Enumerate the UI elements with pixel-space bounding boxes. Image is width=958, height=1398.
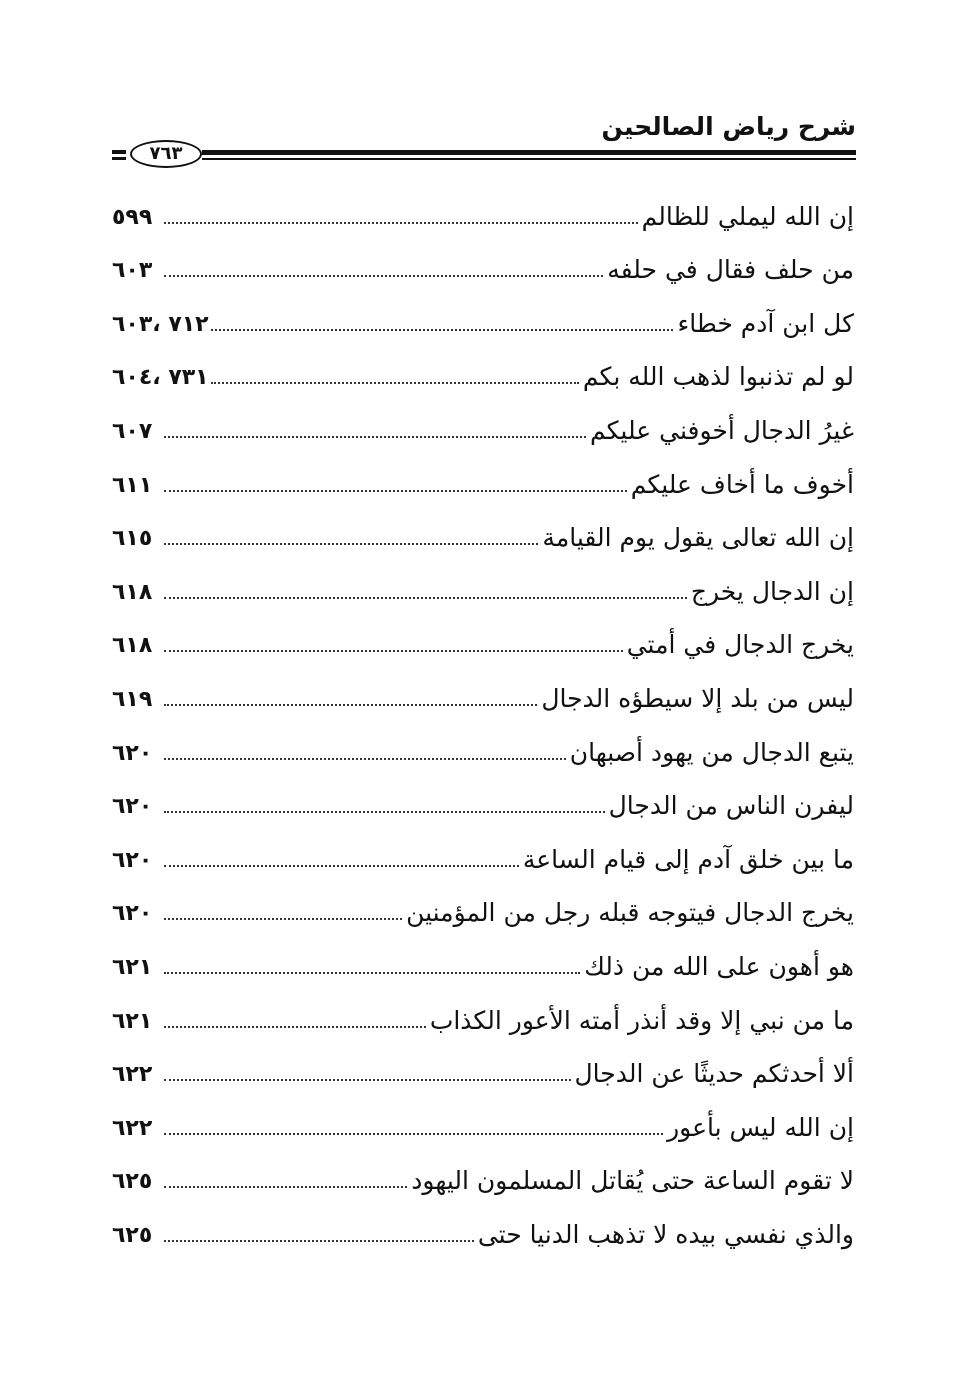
entry-pages: ٦٢٢ [112, 1062, 153, 1088]
entry-pages: ٦٢١ [112, 1008, 153, 1034]
index-entry [112, 773, 854, 827]
dot-leader [164, 490, 627, 492]
entry-pages: ٦١٩ [112, 686, 153, 712]
entry-pages: ٦٢٥ [112, 1222, 153, 1248]
entry-pages: ٦٠٧ [112, 418, 153, 444]
dot-leader [164, 543, 538, 545]
entry-text: كل ابن آدم خطاء [677, 308, 854, 338]
index-entry [112, 397, 854, 451]
index-entry [112, 290, 854, 344]
index-entry [112, 987, 854, 1041]
dot-leader [211, 329, 674, 331]
entry-text: ليفرن الناس من الدجال [608, 791, 854, 821]
index-entry [112, 665, 854, 719]
entry-text: يتبع الدجال من يهود أصبهان [569, 737, 854, 767]
dot-leader [164, 1240, 474, 1242]
entry-text: لا تقوم الساعة حتى يُقاتل المسلمون اليهود [411, 1166, 854, 1196]
index-entry [112, 1148, 854, 1202]
entry-pages: ٦٢٠ [112, 740, 153, 766]
header-rule-stub [112, 157, 126, 160]
dot-leader [164, 650, 623, 652]
entry-text: يخرج الدجال فيتوجه قبله رجل من المؤمنين [406, 898, 854, 928]
entry-text: والذي نفسي بيده لا تذهب الدنيا حتى [477, 1219, 854, 1249]
index-entry [112, 183, 854, 237]
dot-leader [164, 436, 586, 438]
entry-pages: ٦١٥ [112, 526, 153, 552]
entry-text: يخرج الدجال في أمتي [626, 630, 854, 660]
page-number: ٧٦٣ [130, 140, 202, 168]
dot-leader [164, 275, 603, 277]
index-entry [112, 719, 854, 773]
header-rule-thick [202, 150, 856, 155]
entry-text: ليس من بلد إلا سيطؤه الدجال [541, 683, 854, 713]
entry-pages: ٦٢٠ [112, 847, 153, 873]
page-header [112, 108, 856, 168]
index-entry [112, 826, 854, 880]
book-title: شرح رياض الصالحين [601, 112, 856, 141]
entry-text: من حلف فقال في حلفه [607, 255, 854, 285]
entry-pages: ٥٩٩ [112, 204, 153, 230]
entry-text: إن الله ليس بأعور [667, 1112, 854, 1142]
entry-pages: ٦١٨ [112, 633, 153, 659]
hadith-index-list [112, 183, 854, 1255]
index-entry [112, 1201, 854, 1255]
dot-leader [164, 1186, 407, 1188]
entry-text: لو لم تذنبوا لذهب الله بكم [582, 362, 854, 392]
entry-pages: ٧١٢ ،٦٠٣ [112, 311, 209, 337]
header-rule-thin [202, 158, 856, 160]
entry-pages: ٦١١ [112, 472, 153, 498]
dot-leader [164, 1079, 571, 1081]
index-entry [112, 933, 854, 987]
entry-pages: ٦٢٢ [112, 1115, 153, 1141]
dot-leader [164, 704, 537, 706]
dot-leader [164, 222, 638, 224]
entry-pages: ٧٣١ ،٦٠٤ [112, 365, 209, 391]
entry-text: أخوف ما أخاف عليكم [630, 469, 854, 499]
index-entry [112, 880, 854, 934]
index-entry [112, 558, 854, 612]
entry-text: غيرُ الدجال أخوفني عليكم [589, 415, 854, 445]
entry-text: إن الدجال يخرج [690, 576, 854, 606]
dot-leader [164, 972, 580, 974]
entry-text: هو أهون على الله من ذلك [584, 951, 854, 981]
dot-leader [211, 382, 579, 384]
dot-leader [164, 1133, 663, 1135]
dot-leader [164, 758, 566, 760]
entry-pages: ٦٢٥ [112, 1169, 153, 1195]
index-entry [112, 237, 854, 291]
entry-pages: ٦١٨ [112, 579, 153, 605]
dot-leader [164, 865, 519, 867]
index-entry [112, 344, 854, 398]
entry-text: ما بين خلق آدم إلى قيام الساعة [522, 844, 854, 874]
entry-pages: ٦٢٠ [112, 794, 153, 820]
index-entry [112, 1094, 854, 1148]
entry-pages: ٦٢١ [112, 954, 153, 980]
entry-text: إن الله ليملي للظالم [641, 201, 854, 231]
index-entry [112, 1041, 854, 1095]
entry-pages: ٦٠٣ [112, 258, 153, 284]
index-entry [112, 612, 854, 666]
dot-leader [164, 597, 687, 599]
dot-leader [164, 918, 402, 920]
index-entry [112, 505, 854, 559]
entry-text: ألا أحدثكم حديثًا عن الدجال [574, 1059, 854, 1089]
index-entry [112, 451, 854, 505]
entry-text: إن الله تعالى يقول يوم القيامة [542, 523, 854, 553]
entry-pages: ٦٢٠ [112, 901, 153, 927]
dot-leader [164, 811, 605, 813]
header-rule-stub [112, 150, 126, 154]
entry-text: ما من نبي إلا وقد أنذر أمته الأعور الكذاب [429, 1005, 854, 1035]
dot-leader [164, 1026, 426, 1028]
